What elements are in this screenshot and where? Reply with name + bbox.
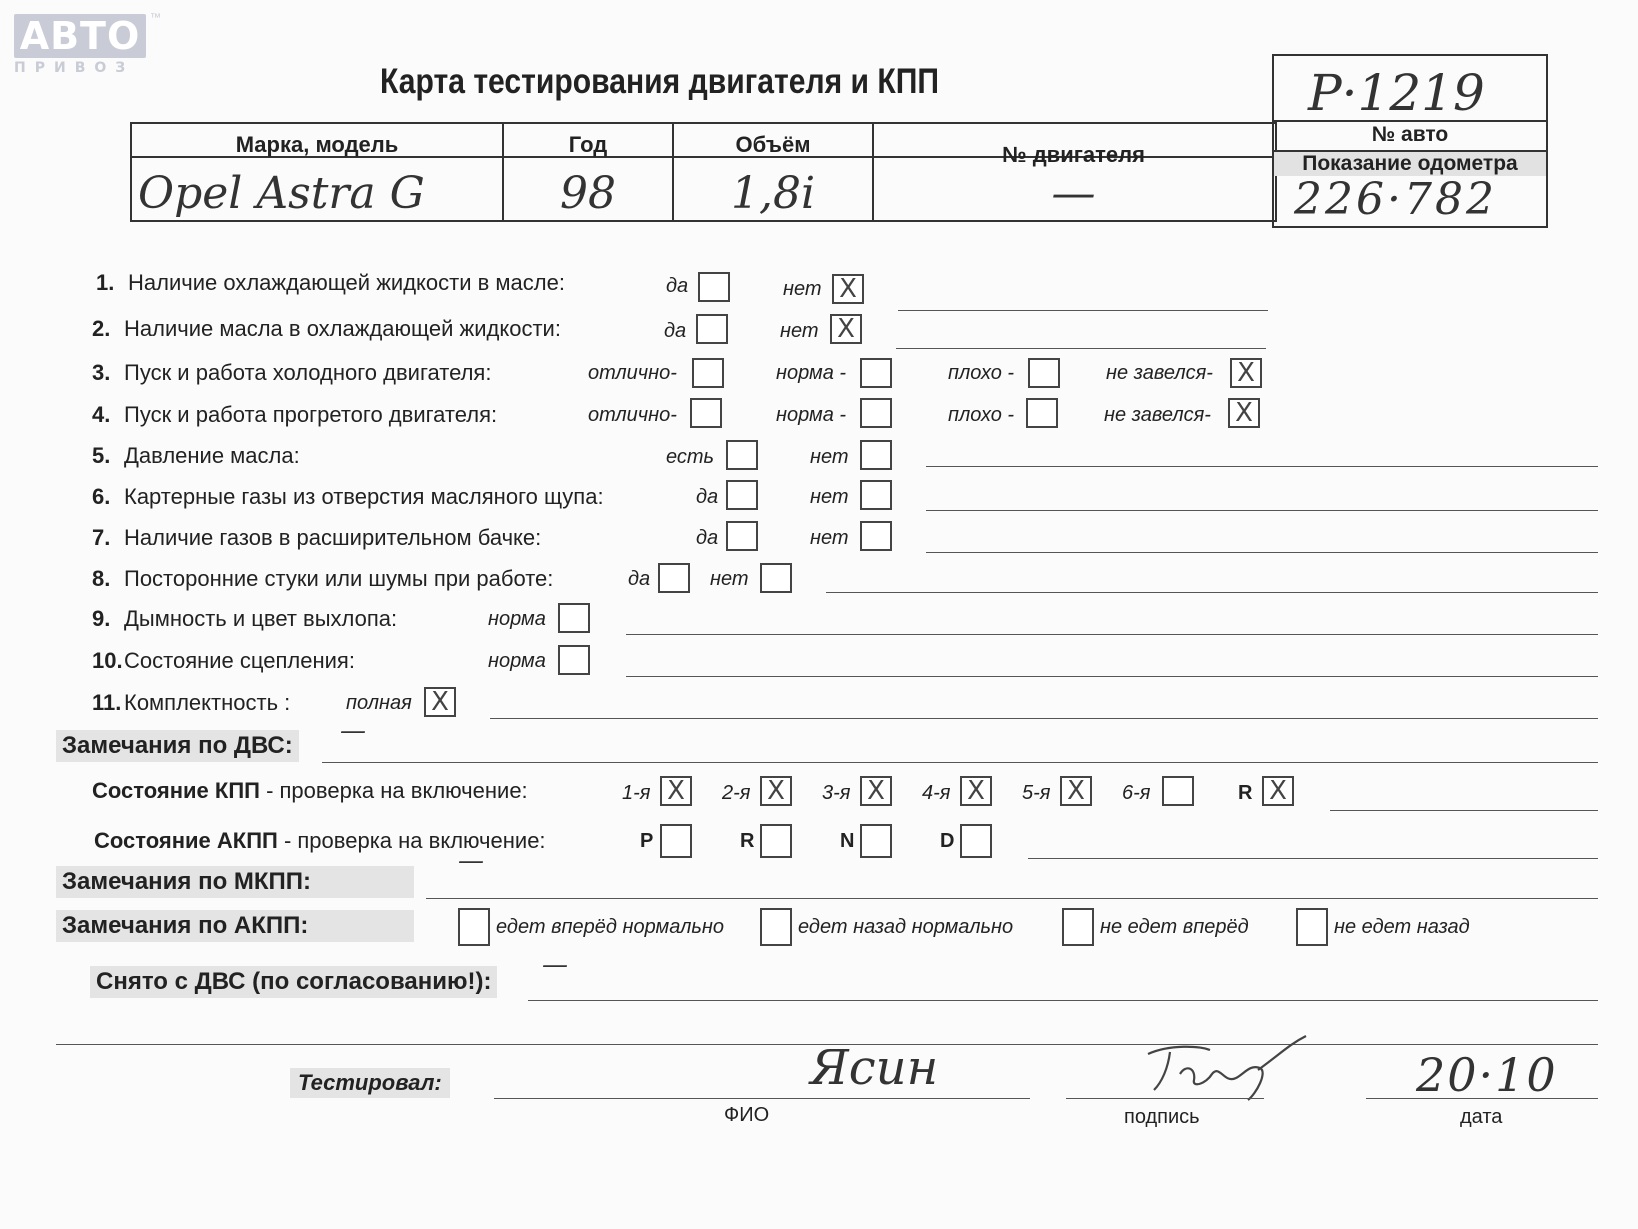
q4-bad-checkbox[interactable] (1026, 398, 1058, 428)
question-number: 11. (92, 690, 122, 715)
q6-no-checkbox[interactable] (860, 480, 892, 510)
position-r-checkbox[interactable] (760, 824, 792, 858)
auto-gearbox-line (1028, 858, 1598, 859)
q5-yes-checkbox[interactable] (726, 440, 758, 470)
q6-yes-checkbox[interactable] (726, 480, 758, 510)
auto-reverse-ok-checkbox[interactable] (760, 908, 792, 946)
option-label: нет (810, 486, 849, 508)
question-text: Наличие охлаждающей жидкости в масле: (128, 270, 565, 295)
auto-no-forward-checkbox[interactable] (1062, 908, 1094, 946)
question-text: Картерные газы из отверстия масляного щупа: (124, 484, 604, 509)
gear-5-checkbox[interactable]: X (1060, 776, 1092, 806)
volume-cell (674, 124, 874, 220)
question-number: 9. (92, 606, 111, 631)
q3-no-start-checkbox[interactable]: X (1230, 358, 1262, 388)
question-1 (96, 270, 565, 296)
removed-from-engine-label: Снято с ДВС (по согласованию!): (90, 966, 497, 998)
remarks-engine-line (322, 762, 1598, 763)
option-label: полная (346, 692, 412, 714)
question-number: 4. (92, 402, 111, 427)
option-label: не едет вперёд (1100, 916, 1249, 938)
q9-normal-checkbox[interactable] (558, 603, 590, 633)
question-number: 5. (92, 443, 111, 468)
question-text: Пуск и работа холодного двигателя: (124, 360, 492, 385)
position-label: N (840, 830, 855, 852)
q5-no-checkbox[interactable] (860, 440, 892, 470)
signature-caption: подпись (1124, 1106, 1200, 1128)
option-label: плохо - (948, 362, 1015, 384)
gear-label: R (1238, 782, 1253, 804)
gear-label: 5-я (1022, 782, 1051, 804)
year-cell (504, 124, 674, 220)
q10-normal-checkbox[interactable] (558, 645, 590, 675)
gear-label: 1-я (622, 782, 651, 804)
option-label: нет (810, 527, 849, 549)
question-text: Посторонние стуки или шумы при работе: (124, 566, 554, 591)
q6-notes-line (926, 510, 1598, 511)
q7-no-checkbox[interactable] (860, 521, 892, 551)
q4-no-start-checkbox[interactable]: X (1228, 398, 1260, 428)
logo-main-text: АВТО (14, 14, 146, 58)
question-10 (92, 648, 355, 674)
auto-gearbox-title: Состояние АКПП (94, 828, 278, 853)
engine-number-label: № двигателя (1002, 142, 1145, 167)
question-number: 6. (92, 484, 111, 509)
remarks-engine-label: Замечания по ДВС: (56, 730, 299, 762)
q3-excellent-checkbox[interactable] (692, 358, 724, 388)
option-label: нет (780, 320, 819, 342)
question-text: Состояние сцепления: (124, 648, 355, 673)
option-label: нет (783, 278, 822, 300)
position-label: P (640, 830, 654, 852)
option-label: отлично- (588, 404, 677, 426)
q1-yes-checkbox[interactable] (698, 272, 730, 302)
volume-label: Объём (735, 132, 811, 157)
q3-bad-checkbox[interactable] (1028, 358, 1060, 388)
gear-label: 6-я (1122, 782, 1151, 804)
option-label: не едет назад (1334, 916, 1470, 938)
year-label: Год (568, 132, 608, 157)
option-label: есть (666, 446, 715, 468)
q11-complete-checkbox[interactable]: X (424, 687, 456, 717)
logo-tm: ™ (150, 12, 161, 24)
position-label: D (940, 830, 955, 852)
option-label: едет назад нормально (798, 916, 1014, 938)
option-label: норма (488, 650, 546, 672)
brand-model-cell (132, 124, 504, 220)
name-value: Ясин (810, 1040, 939, 1096)
question-2 (92, 316, 561, 342)
position-d-checkbox[interactable] (960, 824, 992, 858)
question-3 (92, 360, 491, 386)
page-title: Карта тестирования двигателя и КПП (380, 62, 940, 101)
option-label: не завелся- (1104, 404, 1211, 426)
name-caption: ФИО (724, 1104, 770, 1126)
question-number: 10. (92, 648, 123, 673)
q10-notes-line (626, 676, 1598, 677)
q4-excellent-checkbox[interactable] (690, 398, 722, 428)
auto-forward-ok-checkbox[interactable] (458, 908, 490, 946)
position-n-checkbox[interactable] (860, 824, 892, 858)
auto-no-reverse-checkbox[interactable] (1296, 908, 1328, 946)
option-label: да (666, 275, 689, 297)
year-value: 98 (560, 168, 616, 219)
q11-notes-line (490, 718, 1598, 719)
car-number-label: № авто (1371, 123, 1449, 146)
question-number: 1. (96, 270, 115, 295)
tested-by-label: Тестировал: (290, 1068, 450, 1098)
date-line (1366, 1098, 1598, 1099)
q9-notes-line (626, 634, 1598, 635)
auto-gearbox-desc: - проверка на включение: (277, 828, 546, 853)
question-text: Комплектность : (124, 690, 291, 715)
option-label: плохо - (948, 404, 1015, 426)
engine-number-value: — (1051, 168, 1096, 219)
question-text: Пуск и работа прогретого двигателя: (124, 402, 498, 427)
removed-from-engine-line (528, 1000, 1598, 1001)
question-number: 2. (92, 316, 111, 341)
manual-gearbox-title: Состояние КПП (92, 778, 260, 803)
odometer-value: 226·782 (1294, 174, 1497, 225)
question-8 (92, 566, 553, 592)
remarks-manual-value: — (458, 846, 484, 876)
remarks-auto-label: Замечания по АКПП: (56, 910, 414, 942)
gear-2-checkbox[interactable]: X (760, 776, 792, 806)
brand-model-value: Opel Astra G (138, 168, 425, 219)
car-number-box (1272, 54, 1548, 228)
q1-no-checkbox[interactable]: X (832, 274, 864, 304)
question-text: Дымность и цвет выхлопа: (124, 606, 398, 631)
gear-label: 3-я (822, 782, 851, 804)
question-number: 3. (92, 360, 111, 385)
option-label: да (628, 568, 651, 590)
question-number: 8. (92, 566, 111, 591)
brand-logo (14, 12, 161, 76)
gear-6-checkbox[interactable] (1162, 776, 1194, 806)
option-label: отлично- (588, 362, 677, 384)
question-6 (92, 484, 604, 510)
question-9 (92, 606, 397, 632)
option-label: не завелся- (1106, 362, 1213, 384)
q4-normal-checkbox[interactable] (860, 398, 892, 428)
manual-gearbox-label (92, 778, 528, 804)
option-label: норма - (776, 362, 847, 384)
name-line (494, 1098, 1030, 1099)
question-11 (92, 690, 290, 716)
option-label: нет (810, 446, 849, 468)
gear-label: 4-я (922, 782, 951, 804)
gear-r-checkbox[interactable]: X (1262, 776, 1294, 806)
gear-3-checkbox[interactable]: X (860, 776, 892, 806)
position-label: R (740, 830, 755, 852)
gear-4-checkbox[interactable]: X (960, 776, 992, 806)
brand-model-label: Марка, модель (235, 132, 399, 157)
q2-notes-line (896, 348, 1266, 349)
remarks-manual-label: Замечания по МКПП: (56, 866, 414, 898)
question-5 (92, 443, 300, 469)
remarks-engine-value: — (340, 716, 366, 746)
vehicle-info-table (130, 122, 1277, 222)
q7-notes-line (926, 552, 1598, 553)
engine-number-cell (874, 124, 1273, 220)
option-label: да (696, 486, 719, 508)
manual-gearbox-line (1330, 810, 1598, 811)
option-label: да (664, 320, 687, 342)
question-number: 7. (92, 525, 111, 550)
signature-line (1066, 1098, 1264, 1099)
volume-value: 1,8i (730, 168, 816, 219)
option-label: норма (488, 608, 546, 630)
question-text: Давление масла: (124, 443, 300, 468)
q8-no-checkbox[interactable] (760, 563, 792, 593)
q8-yes-checkbox[interactable] (658, 563, 690, 593)
manual-gearbox-desc: - проверка на включение: (259, 778, 528, 803)
car-number-value: P·1219 (1308, 64, 1485, 122)
q7-yes-checkbox[interactable] (726, 521, 758, 551)
question-text: Наличие масла в охлаждающей жидкости: (124, 316, 561, 341)
question-4 (92, 402, 497, 428)
q8-notes-line (826, 592, 1598, 593)
remarks-manual-line (426, 898, 1598, 899)
logo-sub-text: ПРИВОЗ (14, 60, 135, 76)
date-caption: дата (1460, 1106, 1503, 1128)
q2-no-checkbox[interactable]: X (830, 314, 862, 344)
question-7 (92, 525, 541, 551)
q3-normal-checkbox[interactable] (860, 358, 892, 388)
gear-1-checkbox[interactable]: X (660, 776, 692, 806)
option-label: да (696, 527, 719, 549)
odometer-label: Показание одометра (1274, 152, 1546, 176)
position-p-checkbox[interactable] (660, 824, 692, 858)
option-label: нет (710, 568, 749, 590)
q5-notes-line (926, 466, 1598, 467)
gear-label: 2-я (722, 782, 751, 804)
option-label: норма - (776, 404, 847, 426)
q1-notes-line (898, 310, 1268, 311)
q2-yes-checkbox[interactable] (696, 314, 728, 344)
date-value: 20·10 (1416, 1048, 1558, 1102)
removed-from-engine-value: — (542, 950, 568, 980)
question-text: Наличие газов в расширительном бачке: (124, 525, 542, 550)
option-label: едет вперёд нормально (496, 916, 725, 938)
